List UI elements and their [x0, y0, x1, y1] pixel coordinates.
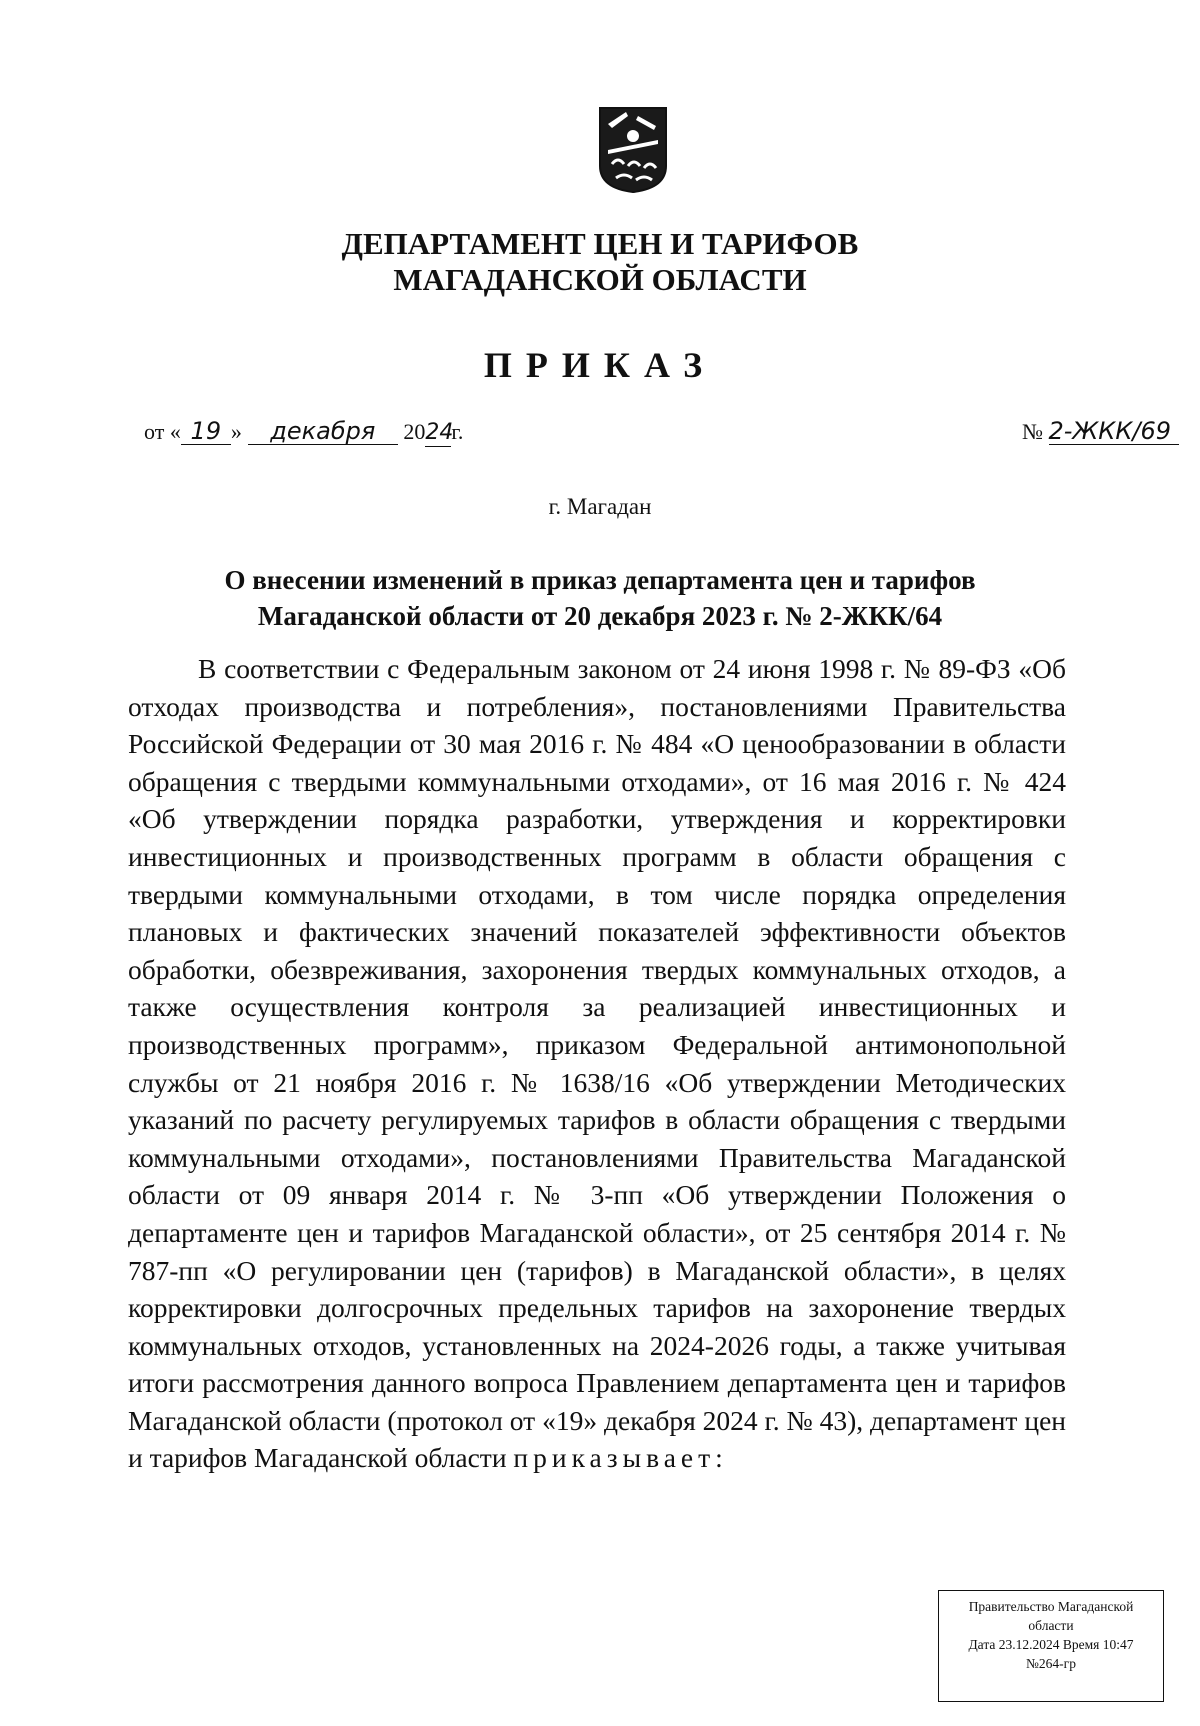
date-line	[144, 418, 463, 447]
coat-of-arms-icon	[598, 106, 668, 194]
date-year-prefix: 20	[403, 419, 426, 444]
stamp-line-3: Дата 23.12.2024 Время 10:47	[968, 1637, 1134, 1652]
subject-line-1: О внесении изменений в приказ департамента цен и тарифов	[224, 565, 976, 595]
department-name	[0, 226, 1200, 298]
department-line-2: МАГАДАНСКОЙ ОБЛАСТИ	[393, 262, 807, 297]
number-prefix: №	[1022, 419, 1043, 444]
date-quote-close: »	[230, 419, 242, 444]
stamp-line-2: области	[1028, 1618, 1074, 1633]
city-line: г. Магадан	[548, 494, 652, 519]
date-year-end: г.	[451, 419, 464, 444]
order-verb: приказывает:	[513, 1442, 728, 1474]
department-line-1: ДЕПАРТАМЕНТ ЦЕН И ТАРИФОВ	[341, 226, 859, 261]
date-month-handwritten: декабря	[248, 418, 398, 445]
preamble-paragraph	[128, 650, 1066, 1477]
date-prefix: от «	[144, 419, 181, 444]
order-number-handwritten: 2-ЖКК/69	[1049, 418, 1179, 445]
subject-line-2: Магаданской области от 20 декабря 2023 г. № 2-ЖКК/64	[257, 601, 943, 631]
order-number-line	[1022, 418, 1179, 445]
registration-stamp	[938, 1590, 1164, 1702]
order-subject	[0, 562, 1200, 634]
stamp-line-4: №264-гр	[1026, 1656, 1076, 1671]
preamble-text: В соответствии с Федеральным законом от 24 июня 1998 г. № 89-ФЗ «Об отходах производства и потребления», постановлениями Правительства Российской Федерации от 30 мая 2016 г. № 484 «О ценообразовании в области обращения с твердыми коммунальными отходами», от 16 мая 2016 г. № 424 «Об утверждении порядка разработки, утверждения и корректировки инвестиционных и производственных программ в области обращения с твердыми коммунальными отходами, в том числе порядка определения плановых и фактических значений показателей эффективности объектов обработки, обезвреживания, захоронения твердых коммунальных отходов, а также осуществления контроля за реализацией инвестиционных и производственных программ», приказом Федеральной антимонопольной службы от 21 ноября 2016 г. № 1638/16 «Об утверждении Методических указаний по расчету регулируемых тарифов в области обращения с твердыми коммунальными отходами», постановлениями Правительства Магаданской области от 09 января 2014 г. № 3-пп «Об утверждении Положения о департаменте цен и тарифов Магаданской области», от 25 сентября 2014 г. № 787-пп «О регулировании цен (тарифов) в Магаданской области», в целях корректировки долгосрочных предельных тарифов на захоронение твердых коммунальных отходов, установленных на 2024-2026 годы, а также учитывая итоги рассмотрения данного вопроса Правлением департамента цен и тарифов Магаданской области (протокол от «19» декабря 2024 г. № 43), департамент цен и тарифов Магаданской области	[128, 653, 1066, 1474]
date-day-handwritten: 19	[181, 418, 231, 445]
date-year-handwritten: 24	[425, 420, 454, 445]
stamp-line-1: Правительство Магаданской	[968, 1599, 1134, 1614]
document-type-title: ПРИКАЗ	[483, 345, 717, 385]
